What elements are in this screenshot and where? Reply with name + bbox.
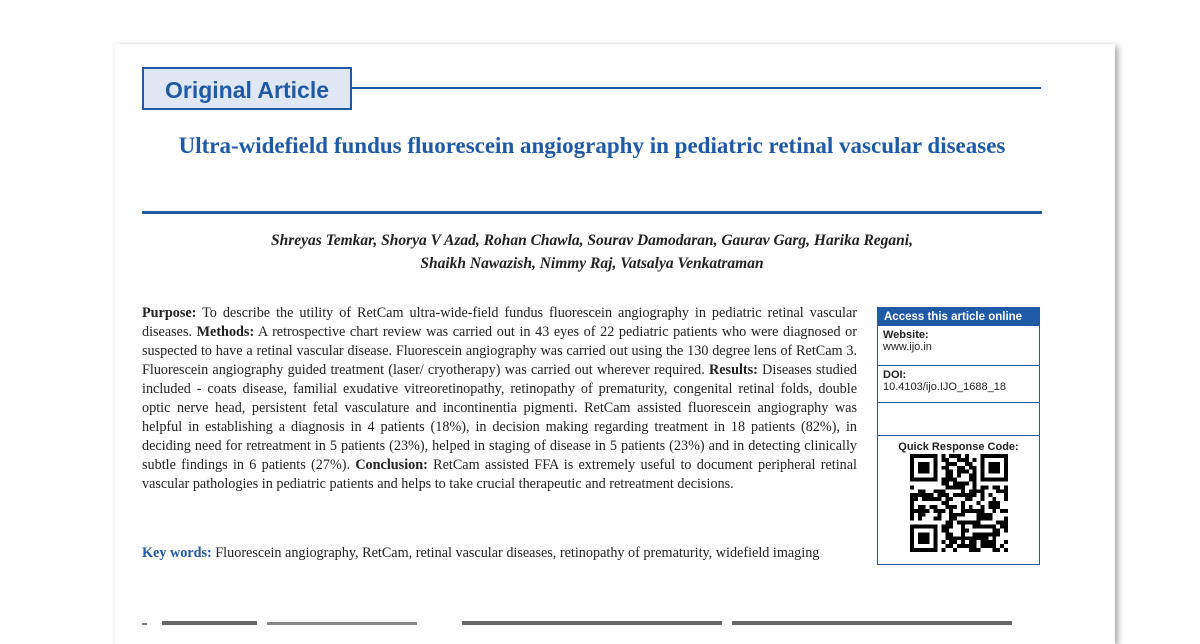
cut-off-text-icon [142,618,1042,630]
website-link[interactable]: www.ijo.in [883,341,932,353]
qr-code-icon[interactable] [910,454,1008,552]
keywords-text: Fluorescein angiography, RetCam, retinal vascular diseases, retinopathy of prematurity, widefield imaging [211,545,820,561]
methods-text: A retrospective chart review was carried out in 43 eyes of 22 pediatric patients who were diagnosed or suspected to have a retinal vascular disease. Fluorescein angiography was carried out using the 130 degree lens of RetCam 3. Fluorescein angiography guided treatment (laser/ cryotherapy) was carried out wherever required. [142,324,857,378]
keywords [142,544,857,563]
results-text: Diseases studied included - coats disease, familial exudative vitreoretinopathy, retinopathy of prematurity, congenital retinal folds, double optic nerve head, persistent fetal vasculature and incontinentia pigmenti. RetCam assisted fluorescein angiography was helpful in establishing a diagnosis in 4 patients (18%), in decision making regarding treatment in 18 patients (82%), in deciding need for retreatment in 5 patients (23%), helped in staging of disease in 5 patients (23%) and in detecting clinically subtle findings in 6 patients (27%). [142,362,857,473]
authors-line-1: Shreyas Temkar, Shorya V Azad, Rohan Chawla, Sourav Damodaran, Gaurav Garg, Harika Regani, [271,232,913,249]
doi-link[interactable]: 10.4103/ijo.IJO_1688_18 [883,381,1006,393]
access-box-heading: Access this article online [878,308,1039,326]
conclusion-label: Conclusion: [355,457,428,473]
author-list [142,229,1042,275]
purpose-text: To describe the utility of RetCam ultra-wide-field fundus fluorescein angiography in pediatric retinal vascular diseases. [142,305,857,340]
conclusion-text: RetCam assisted FFA is extremely useful to document peripheral retinal vascular pathologies in pediatric patients and helps to take crucial therapeutic and retreatment decisions. [142,457,858,492]
next-column-preview [142,618,1042,630]
methods-label: Methods: [196,324,255,340]
doi-label: DOI: [883,369,907,381]
title-divider [142,211,1042,214]
section-rule [352,87,1041,89]
website-cell [878,326,1039,366]
qr-label: Quick Response Code: [898,441,1019,453]
keywords-label: Key words: [142,545,212,561]
website-label: Website: [883,329,929,341]
purpose-label: Purpose: [142,305,197,321]
access-box [877,307,1040,565]
article-title: Ultra-widefield fundus fluorescein angiography in pediatric retinal vascular diseases [178,133,1006,158]
blank-cell [878,403,1039,436]
section-label: Original Article [142,67,352,110]
authors-line-2: Shaikh Nawazish, Nimmy Raj, Vatsalya Venkatraman [420,255,764,272]
results-label: Results: [709,362,758,378]
abstract [142,304,857,494]
doi-cell [878,366,1039,403]
